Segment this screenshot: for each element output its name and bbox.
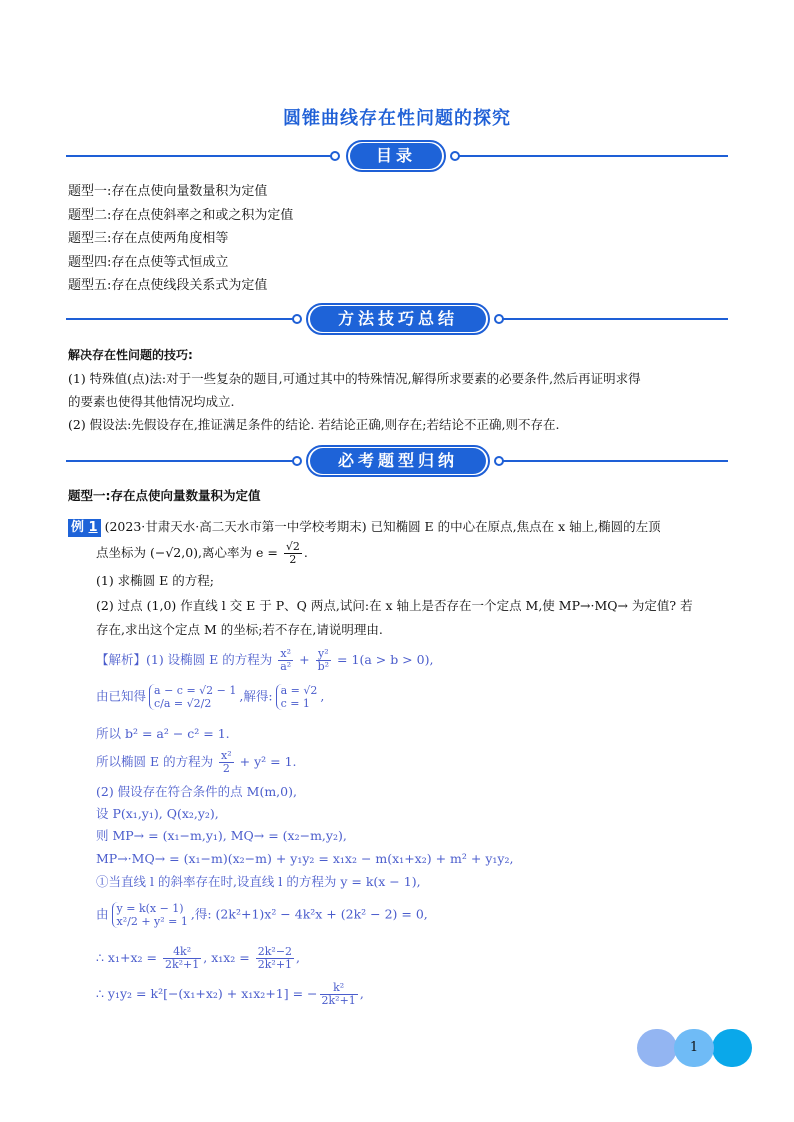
example-tag [68,519,101,537]
divider-dot-left [292,314,302,324]
divider-dot-left [292,456,302,466]
example-1 [68,516,734,641]
summary-line: (1) 特殊值(点)法:对于一些复杂的题目,可通过其中的特殊情况,解得所求要素的必要条件,然后再证明求得 [68,371,641,386]
solution-line: 由 y = k(x − 1) x²/2 + y² = 1 ,得: (2k²+1)x² − 4k²x + (2k² − 2) = 0, [96,902,428,928]
summary-line: (2) 假设法:先假设存在,推证满足条件的结论. 若结论正确,则存在;若结论不正确,则不存在. [68,417,560,432]
toc-item[interactable]: 题型四:存在点使等式恒成立 [68,254,229,270]
toc-banner-label: 目录 [350,143,442,169]
solution-line: ∴ x₁+x₂ = $\frac{\text{4k²}}{\text{2k²+1}}$ , x₁x₂ = $\frac{\text{2k²−2}}{\text{2k²+1}}$ , [96,945,301,971]
fraction: $\frac{\text{x²}}{\text{a²}}$ [280,647,292,673]
summary-heading: 解决存在性问题的技巧: [68,348,193,362]
fraction: $\frac{\text{x²}}{2}$ [221,749,232,775]
toc-item[interactable]: 题型二:存在点使斜率之和或之积为定值 [68,207,294,223]
page-bubble-left [637,1029,677,1067]
fraction: $\frac{\text{2k²−2}}{\text{2k²+1}}$ [257,945,293,971]
types-banner-label: 必考题型归纳 [310,448,486,474]
solution-line: 【解析】(1) 设椭圆 E 的方程为 $\frac{\text{x²}}{\text{a²}}$ + $\frac{\text{y²}}{\text{b²}}$ = 1(a > b > 0), [96,647,434,673]
fraction-denominator: 2 [289,553,297,566]
section-heading: 题型一:存在点使向量数量积为定值 [68,488,261,503]
solution-line: ∴ y₁y₂ = k²[−(x₁+x₂) + x₁x₂+1] = − $\frac{\text{k²}}{\text{2k²+1}}$ , [96,981,364,1007]
punctuation: . [303,545,308,560]
question-2-cont: 存在,求出这个定点 M 的坐标;若不存在,请说明理由. [96,622,383,637]
fraction: $\frac{\text{k²}}{\text{2k²+1}}$ [321,981,356,1007]
example-tag-word: 例 [71,520,85,535]
method-summary [68,344,732,436]
divider-left [66,318,294,320]
divider-right [502,460,728,462]
solution-line: (2) 假设存在符合条件的点 M(m,0), [96,784,297,799]
types-banner [66,445,728,477]
toc-list [68,180,293,298]
question-1: (1) 求椭圆 E 的方程; [96,573,214,588]
divider-left [66,155,332,157]
example-stem-line: 点坐标为 (−√2,0),离心率为 e = [96,545,282,560]
equation-system: y = k(x − 1) x²/2 + y² = 1 [112,902,188,928]
page-title: 圆锥曲线存在性问题的探究 [283,108,511,129]
fraction-numerator: √2 [285,540,300,553]
fraction: $\frac{\text{4k²}}{\text{2k²+1}}$ [164,945,200,971]
example-tag-number: 1 [88,520,98,535]
solution-line: MP→·MQ→ = (x₁−m)(x₂−m) + y₁y₂ = x₁x₂ − m(x₁+x₂) + m² + y₁y₂, [96,851,514,866]
divider-dot-left [330,151,340,161]
page-bubble-right [712,1029,752,1067]
method-banner [66,303,728,335]
solution-text: 【解析】(1) 设椭圆 E 的方程为 [96,652,277,667]
solution-line: 由已知得 a − c = √2 − 1 c/a = √2/2 ,解得: a = √2 c = 1 , [96,684,325,710]
divider-left [66,460,294,462]
eccentricity-fraction [284,541,302,566]
toc-banner [66,140,728,172]
solution-line: 所以椭圆 E 的方程为 $\frac{\text{x²}}{2}$ + y² = 1. [96,749,297,775]
toc-item[interactable]: 题型一:存在点使向量数量积为定值 [68,184,268,199]
method-banner-label: 方法技巧总结 [310,306,486,332]
equation-system: a − c = √2 − 1 c/a = √2/2 [149,684,236,710]
equation-system: a = √2 c = 1 [276,684,318,710]
solution-line: ①当直线 l 的斜率存在时,设直线 l 的方程为 y = k(x − 1), [96,874,421,889]
toc-item[interactable]: 题型五:存在点使线段关系式为定值 [68,278,268,293]
summary-line: 的要素也使得其他情况均成立. [68,394,235,409]
example-stem-line: (2023·甘肃天水·高二天水市第一中学校考期末) 已知椭圆 E 的中心在原点,焦点在 x 轴上,椭圆的左顶 [104,519,661,534]
divider-right [458,155,728,157]
page-number: 1 [674,1029,714,1067]
question-2: (2) 过点 (1,0) 作直线 l 交 E 于 P、Q 两点,试问:在 x 轴上是否存在一个定点 M,使 MP→·MQ→ 为定值? 若 [96,598,693,613]
solution-line: 设 P(x₁,y₁), Q(x₂,y₂), [96,806,219,821]
divider-right [502,318,728,320]
solution-line: 则 MP→ = (x₁−m,y₁), MQ→ = (x₂−m,y₂), [96,828,347,843]
fraction: $\frac{\text{y²}}{\text{b²}}$ [317,647,330,673]
toc-item[interactable]: 题型三:存在点使两角度相等 [68,231,229,246]
solution-line: 所以 b² = a² − c² = 1. [96,726,230,741]
